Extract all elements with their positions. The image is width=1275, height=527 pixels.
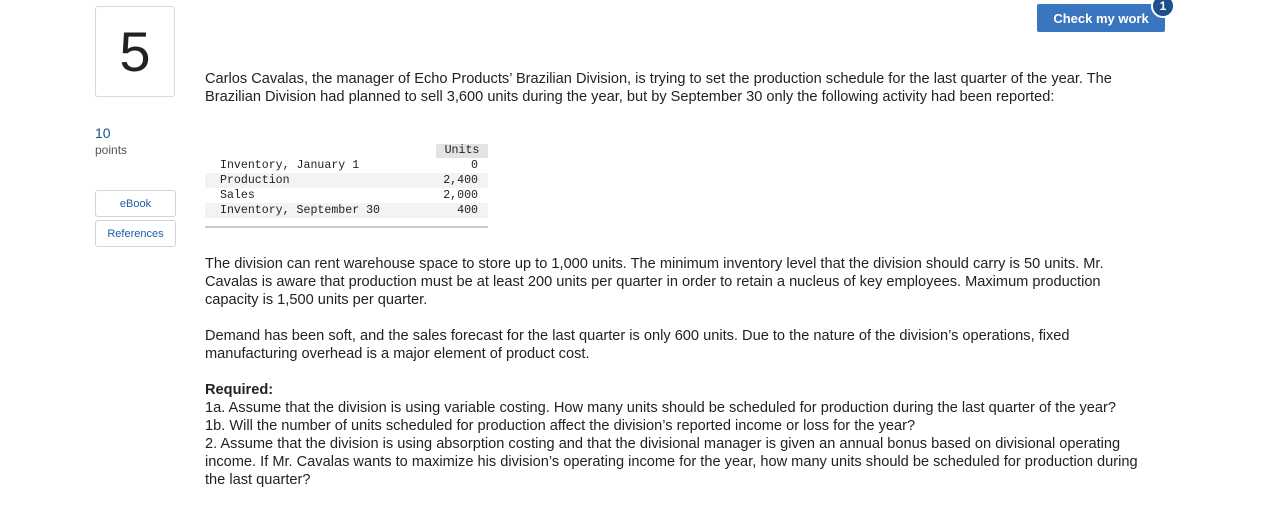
row-value: 2,400 bbox=[443, 174, 478, 187]
demand-text: Demand has been soft, and the sales forecast for the last quarter is only 600 units. Due to the nature of the division’s operations, fixed manufacturing overhead is a major element of product cost. bbox=[205, 328, 1070, 362]
row-label: Inventory, September 30 bbox=[220, 204, 381, 217]
points-value: 10 bbox=[95, 125, 111, 141]
constraints-text: The division can rent warehouse space to store up to 1,000 units. The minimum inventory level that the division should carry is 50 units. Mr. Cavalas is aware that production must be at least 200 units per quarter in order to retain a nucleus of key employees. Maximum production capacity is 1,500 units per quarter. bbox=[205, 256, 1104, 308]
required-item-1a: 1a. Assume that the division is using variable costing. How many units should be scheduled for production during the last quarter of the year? bbox=[205, 400, 1117, 416]
ebook-button[interactable]: eBook bbox=[95, 190, 176, 217]
question-intro bbox=[205, 70, 1145, 106]
table-row bbox=[205, 158, 488, 173]
row-value: 2,000 bbox=[443, 189, 478, 202]
table-header-row bbox=[205, 144, 488, 158]
question-number: 5 bbox=[95, 6, 175, 97]
constraints-paragraph bbox=[205, 255, 1145, 309]
points-label: points bbox=[95, 143, 128, 157]
row-value: 0 bbox=[471, 159, 478, 172]
required-title: Required: bbox=[205, 382, 274, 398]
demand-paragraph bbox=[205, 327, 1145, 363]
check-count-badge: 1 bbox=[1151, 0, 1175, 18]
table-row bbox=[205, 173, 488, 188]
required-item-1b: 1b. Will the number of units scheduled for production affect the division’s reported income or loss for the year? bbox=[205, 418, 916, 434]
check-my-work-button[interactable]: Check my work bbox=[1037, 4, 1165, 32]
required-section bbox=[205, 381, 1145, 489]
row-label: Sales bbox=[220, 189, 255, 202]
activity-table bbox=[205, 144, 488, 228]
units-column-header: Units bbox=[436, 144, 488, 158]
row-value: 400 bbox=[457, 204, 478, 217]
table-row bbox=[205, 188, 488, 203]
references-button[interactable]: References bbox=[95, 220, 176, 247]
intro-text: Carlos Cavalas, the manager of Echo Products’ Brazilian Division, is trying to set the production schedule for the last quarter of the year. The Brazilian Division had planned to sell 3,600 units during the year, but by September 30 only the following activity had been reported: bbox=[205, 71, 1112, 105]
table-row bbox=[205, 203, 488, 218]
table-bottom-rule bbox=[205, 220, 488, 228]
row-label: Production bbox=[220, 174, 290, 187]
row-label: Inventory, January 1 bbox=[220, 159, 360, 172]
required-item-2: 2. Assume that the division is using absorption costing and that the divisional manager is given an annual bonus based on divisional operating income. If Mr. Cavalas wants to maximize his division’s operating income for the year, how many units should be scheduled for production during the last quarter? bbox=[205, 436, 1138, 488]
